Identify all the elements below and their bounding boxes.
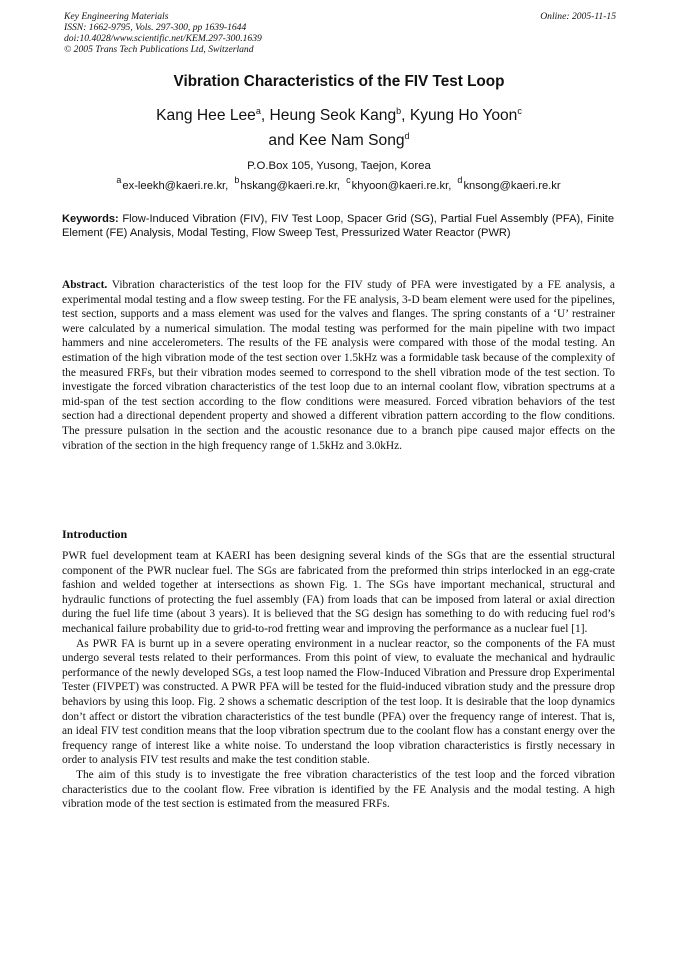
email: hskang@kaeri.re.kr, <box>240 180 341 192</box>
introduction-heading: Introduction <box>62 527 128 541</box>
author-emails: $^a$ex-leekh@kaeri.re.kr, $^b$hskang@kaeri.re.kr, $^c$khyoon@kaeri.re.kr, $^d$knsong@kaeri.re.kr <box>116 175 561 192</box>
doi-line: doi:10.4028/www.scientific.net/KEM.297-300.1639 <box>64 33 262 44</box>
issn-line: ISSN: 1662-9795, Vols. 297-300, pp 1639-1644 <box>64 22 247 33</box>
author-line-2: and Kee Nam Song$^d$ <box>268 131 410 149</box>
abstract-text: Vibration characteristics of the test loop for the FIV study of PFA were investigated by a FE analysis, a experimental modal testing and a flow sweep testing. For the FE analysis, 3-D beam element were used for the pipelines, test section, supports and a mass element was used for the valves and flanges. The spring constants of a ‘U’ restrainer were calculated by a numerical simulation. The modal testing was performed for the main pipeline with two impact hammers and nine accelerometers. The results of the FE analysis were compared with those of the modal testing. An estimation of the high vibration mode of the test section over 1.5kHz was a formidable task because of the complexity of the measured FRFs, but their vibration modes seemed to correspond to the shell vibration mode of the test section. To investigate the forced vibration characteristics of the test loop due to an internal coolant flow, vibration spectrums at a mid-span of the test section according to the flow conditions were measured. Forced vibration behaviors of the test section had a directional dependent property and showed a different vibration pattern according to the flow conditions. The pressure pulsation in the section and the acoustic resonance due to a branch pipe caused major effects on the vibration of the section in the high frequency range of 1.5kHz and 3.0kHz. <box>62 279 615 452</box>
email: khyoon@kaeri.re.kr, <box>351 180 452 192</box>
author-affiliation-mark: a <box>255 106 261 116</box>
paper-title: Vibration Characteristics of the FIV Test Loop <box>173 73 505 90</box>
author-name: Kang Hee Lee <box>156 107 256 124</box>
abstract-section <box>62 278 615 453</box>
keywords-section <box>62 212 614 240</box>
author-name: Kyung Ho Yoon <box>409 107 518 124</box>
paragraph: As PWR FA is burnt up in a severe operating environment in a nuclear reactor, so the components of the FA must undergo several tests related to their performances. From this point of view, to evaluate the mechanical and hydraulic performance of the newly developed SGs, a test loop named the Flow-Induced Vibration and Pressure drop Experimental Tester (FIVPET) was constructed. A PWR PFA will be tested for the fluid-induced vibration study and the pressure drop behaviors by using this loop. Fig. 2 shows a schematic description of the test loop. It is desirable that the loop dynamics don’t affect or distort the vibration characteristics of the test bundle (PFA) over the frequency range of interest. That is, an ideal FIV test condition means that the loop vibration spectrum due to the coolant flow has a constant energy over the frequency range of interest like a white noise. To understand the loop vibration characteristics is firstly necessary in order to analysis FIV test results and make the test condition stable. <box>62 637 615 767</box>
abstract-label: Abstract. <box>62 279 108 291</box>
author-name: Heung Seok Kang <box>269 107 397 124</box>
paragraph: The aim of this study is to investigate the free vibration characteristics of the test loop and the forced vibration characteristics due to the coolant flow. Free vibration is identified by the FE Analysis and the modal testing. A high vibration mode of the test section is estimated from the measured FRFs. <box>62 768 615 811</box>
author-affiliation-mark: c <box>517 106 522 116</box>
online-date: Online: 2005-11-15 <box>540 11 616 22</box>
introduction-body <box>62 549 615 812</box>
author-name: Kee Nam Song <box>298 132 405 149</box>
author-affiliation-mark: b <box>396 106 402 116</box>
journal-header <box>64 11 262 55</box>
author-affiliation-mark: d <box>404 131 410 141</box>
email: knsong@kaeri.re.kr <box>463 180 561 192</box>
keywords-text: Flow-Induced Vibration (FIV), FIV Test Loop, Spacer Grid (SG), Partial Fuel Assembly (PFA), Finite Element (FE) Analysis, Modal Testing, Flow Sweep Test, Pressurized Water Reactor (PWR) <box>62 213 614 240</box>
author-address: P.O.Box 105, Yusong, Taejon, Korea <box>247 160 431 172</box>
keywords-label: Keywords: <box>62 213 119 225</box>
copyright-line: © 2005 Trans Tech Publications Ltd, Switzerland <box>64 44 254 55</box>
paragraph: PWR fuel development team at KAERI has been designing several kinds of the SGs that are the essential structural component of the PWR nuclear fuel. The SGs are fabricated from the preformed thin strips interlocked in an egg-crate fashion and welded together at intersections as shown Fig. 1. The SGs have important mechanical, structural and hydraulic functions of protecting the fuel assembly (FA) from loads that can be imposed from lateral or axial direction during the fuel life time (about 3 years). It is believed that the SG design has something to do with reducing fuel rod’s mechanical failure probability due to grid-to-rod fretting wear and improving the performance as a nuclear fuel [1]. <box>62 550 615 635</box>
author-line-1: Kang Hee Lee$^a$, Heung Seok Kang$^b$, Kyung Ho Yoon$^c$ <box>156 106 522 124</box>
journal-name: Key Engineering Materials <box>64 11 169 22</box>
email: ex-leekh@kaeri.re.kr, <box>122 180 229 192</box>
